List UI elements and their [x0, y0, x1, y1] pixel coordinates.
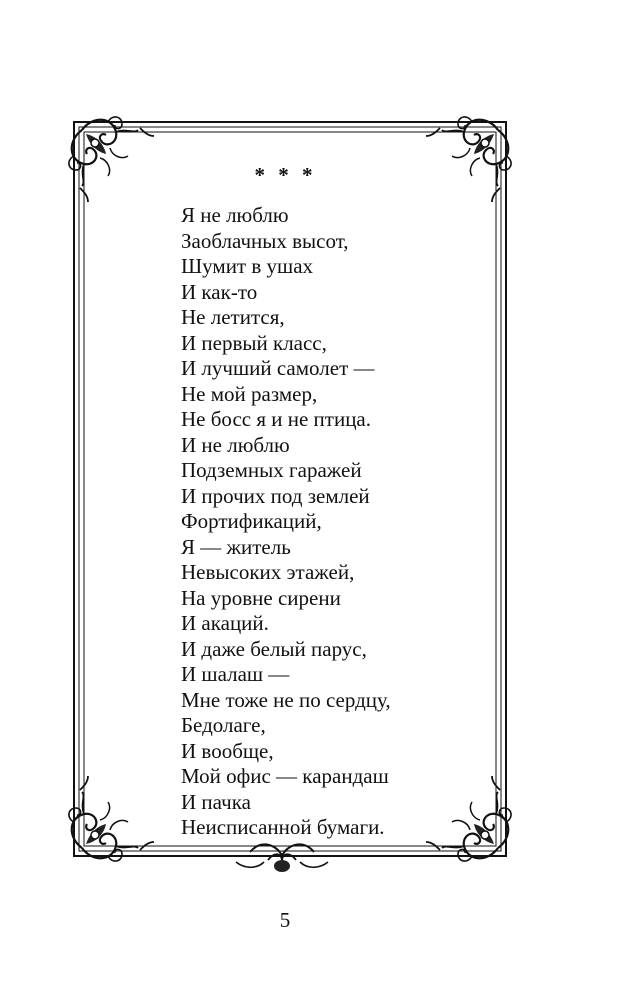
poem-line: Не мой размер,	[181, 381, 318, 406]
poem-line: И первый класс,	[181, 330, 327, 355]
poem-line: Мне тоже не по сердцу,	[181, 687, 391, 712]
poem-line: На уровне сирени	[181, 585, 341, 610]
poem-line: И не люблю	[181, 432, 290, 457]
poem-line: И шалаш —	[181, 662, 290, 686]
poem-line: Фортификаций,	[181, 509, 322, 533]
poem-line: Шумит в ушах	[181, 254, 314, 278]
poem-line: Я — житель	[181, 534, 291, 559]
page-number: 5	[279, 908, 291, 932]
poem-line: Бедолаге,	[181, 713, 266, 737]
poem-line: Заоблачных высот,	[181, 228, 349, 253]
poem-line: Невысоких этажей,	[181, 560, 355, 584]
poem-line: Подземных гаражей	[181, 458, 362, 482]
poem-line: И как-то	[181, 279, 258, 304]
poem-line: И лучший самолет —	[181, 356, 375, 380]
poem-text	[181, 203, 391, 841]
poem-line: Не летится,	[181, 305, 285, 329]
poem-line: Неисписанной бумаги.	[181, 815, 385, 839]
poem-line: И даже белый парус,	[181, 636, 367, 661]
poem-line: Мой офис — карандаш	[181, 764, 389, 788]
poem-line: Я не люблю	[181, 203, 289, 227]
poem-line: И акаций.	[181, 611, 269, 635]
poem-line: И прочих под землей	[181, 483, 370, 508]
poem-line: Не босс я и не птица.	[181, 407, 372, 431]
poem-line: И вообще,	[181, 738, 274, 763]
section-separator: * * *	[254, 163, 316, 187]
poem-line: И пачка	[181, 789, 251, 814]
